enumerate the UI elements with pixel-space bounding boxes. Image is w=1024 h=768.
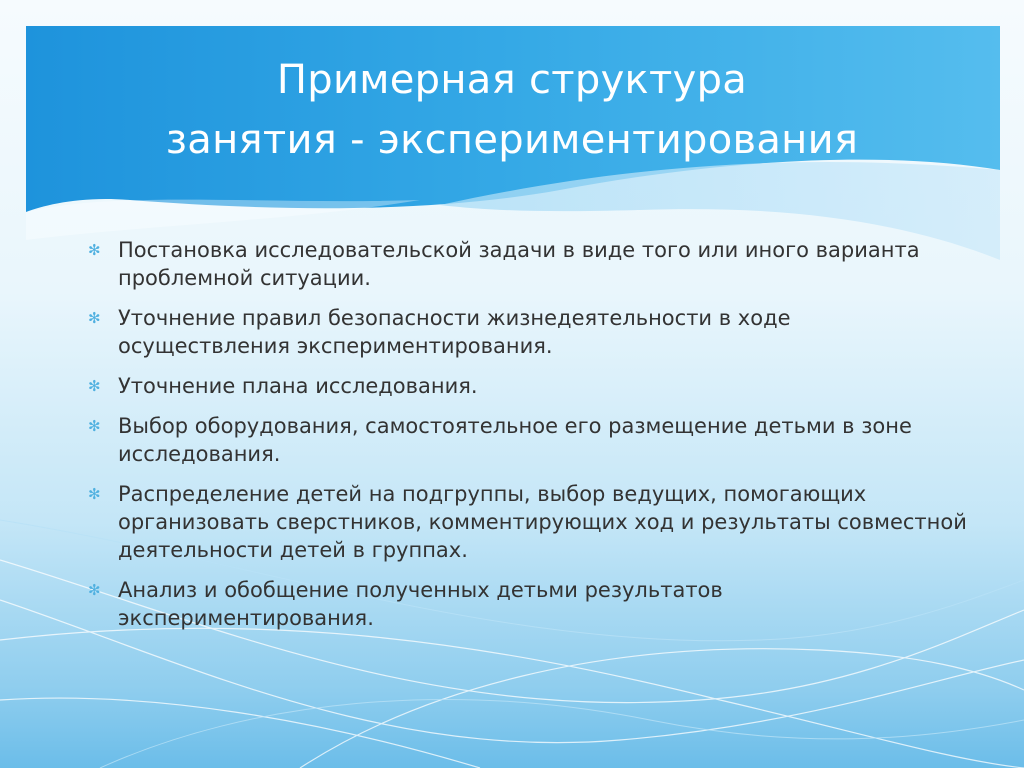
- bullet-item: [88, 480, 968, 564]
- bullet-text: Распределение детей на подгруппы, выбор ведущих, помогающих организовать сверстников, комментирующих ход и результаты совместной деятельности детей в группах.: [118, 482, 967, 562]
- asterisk-bullet-icon: ✻: [88, 309, 101, 327]
- bullet-item: [88, 236, 968, 292]
- asterisk-bullet-icon: ✻: [88, 581, 101, 599]
- bullet-text: Анализ и обобщение полученных детьми результатов экспериментирования.: [118, 578, 723, 630]
- title-line-1: Примерная структура: [276, 57, 748, 103]
- asterisk-bullet-icon: ✻: [88, 485, 101, 503]
- bullet-text: Постановка исследовательской задачи в виде того или иного варианта проблемной ситуации.: [118, 238, 920, 290]
- bullet-item: [88, 412, 968, 468]
- bullet-item: [88, 576, 968, 632]
- bullet-item: [88, 304, 968, 360]
- bullet-item: [88, 372, 968, 400]
- slide-title: [40, 50, 984, 170]
- asterisk-bullet-icon: ✻: [88, 417, 101, 435]
- header-wave-highlight: [26, 200, 420, 240]
- asterisk-bullet-icon: ✻: [88, 377, 101, 395]
- title-line-2: занятия - экспериментирования: [165, 117, 859, 163]
- bullet-text: Уточнение плана исследования.: [118, 374, 478, 398]
- asterisk-bullet-icon: ✻: [88, 241, 101, 259]
- bullet-text: Выбор оборудования, самостоятельное его размещение детьми в зоне исследования.: [118, 414, 912, 466]
- bullet-list: [88, 236, 968, 644]
- bullet-text: Уточнение правил безопасности жизнедеятельности в ходе осуществления экспериментирования.: [118, 306, 791, 358]
